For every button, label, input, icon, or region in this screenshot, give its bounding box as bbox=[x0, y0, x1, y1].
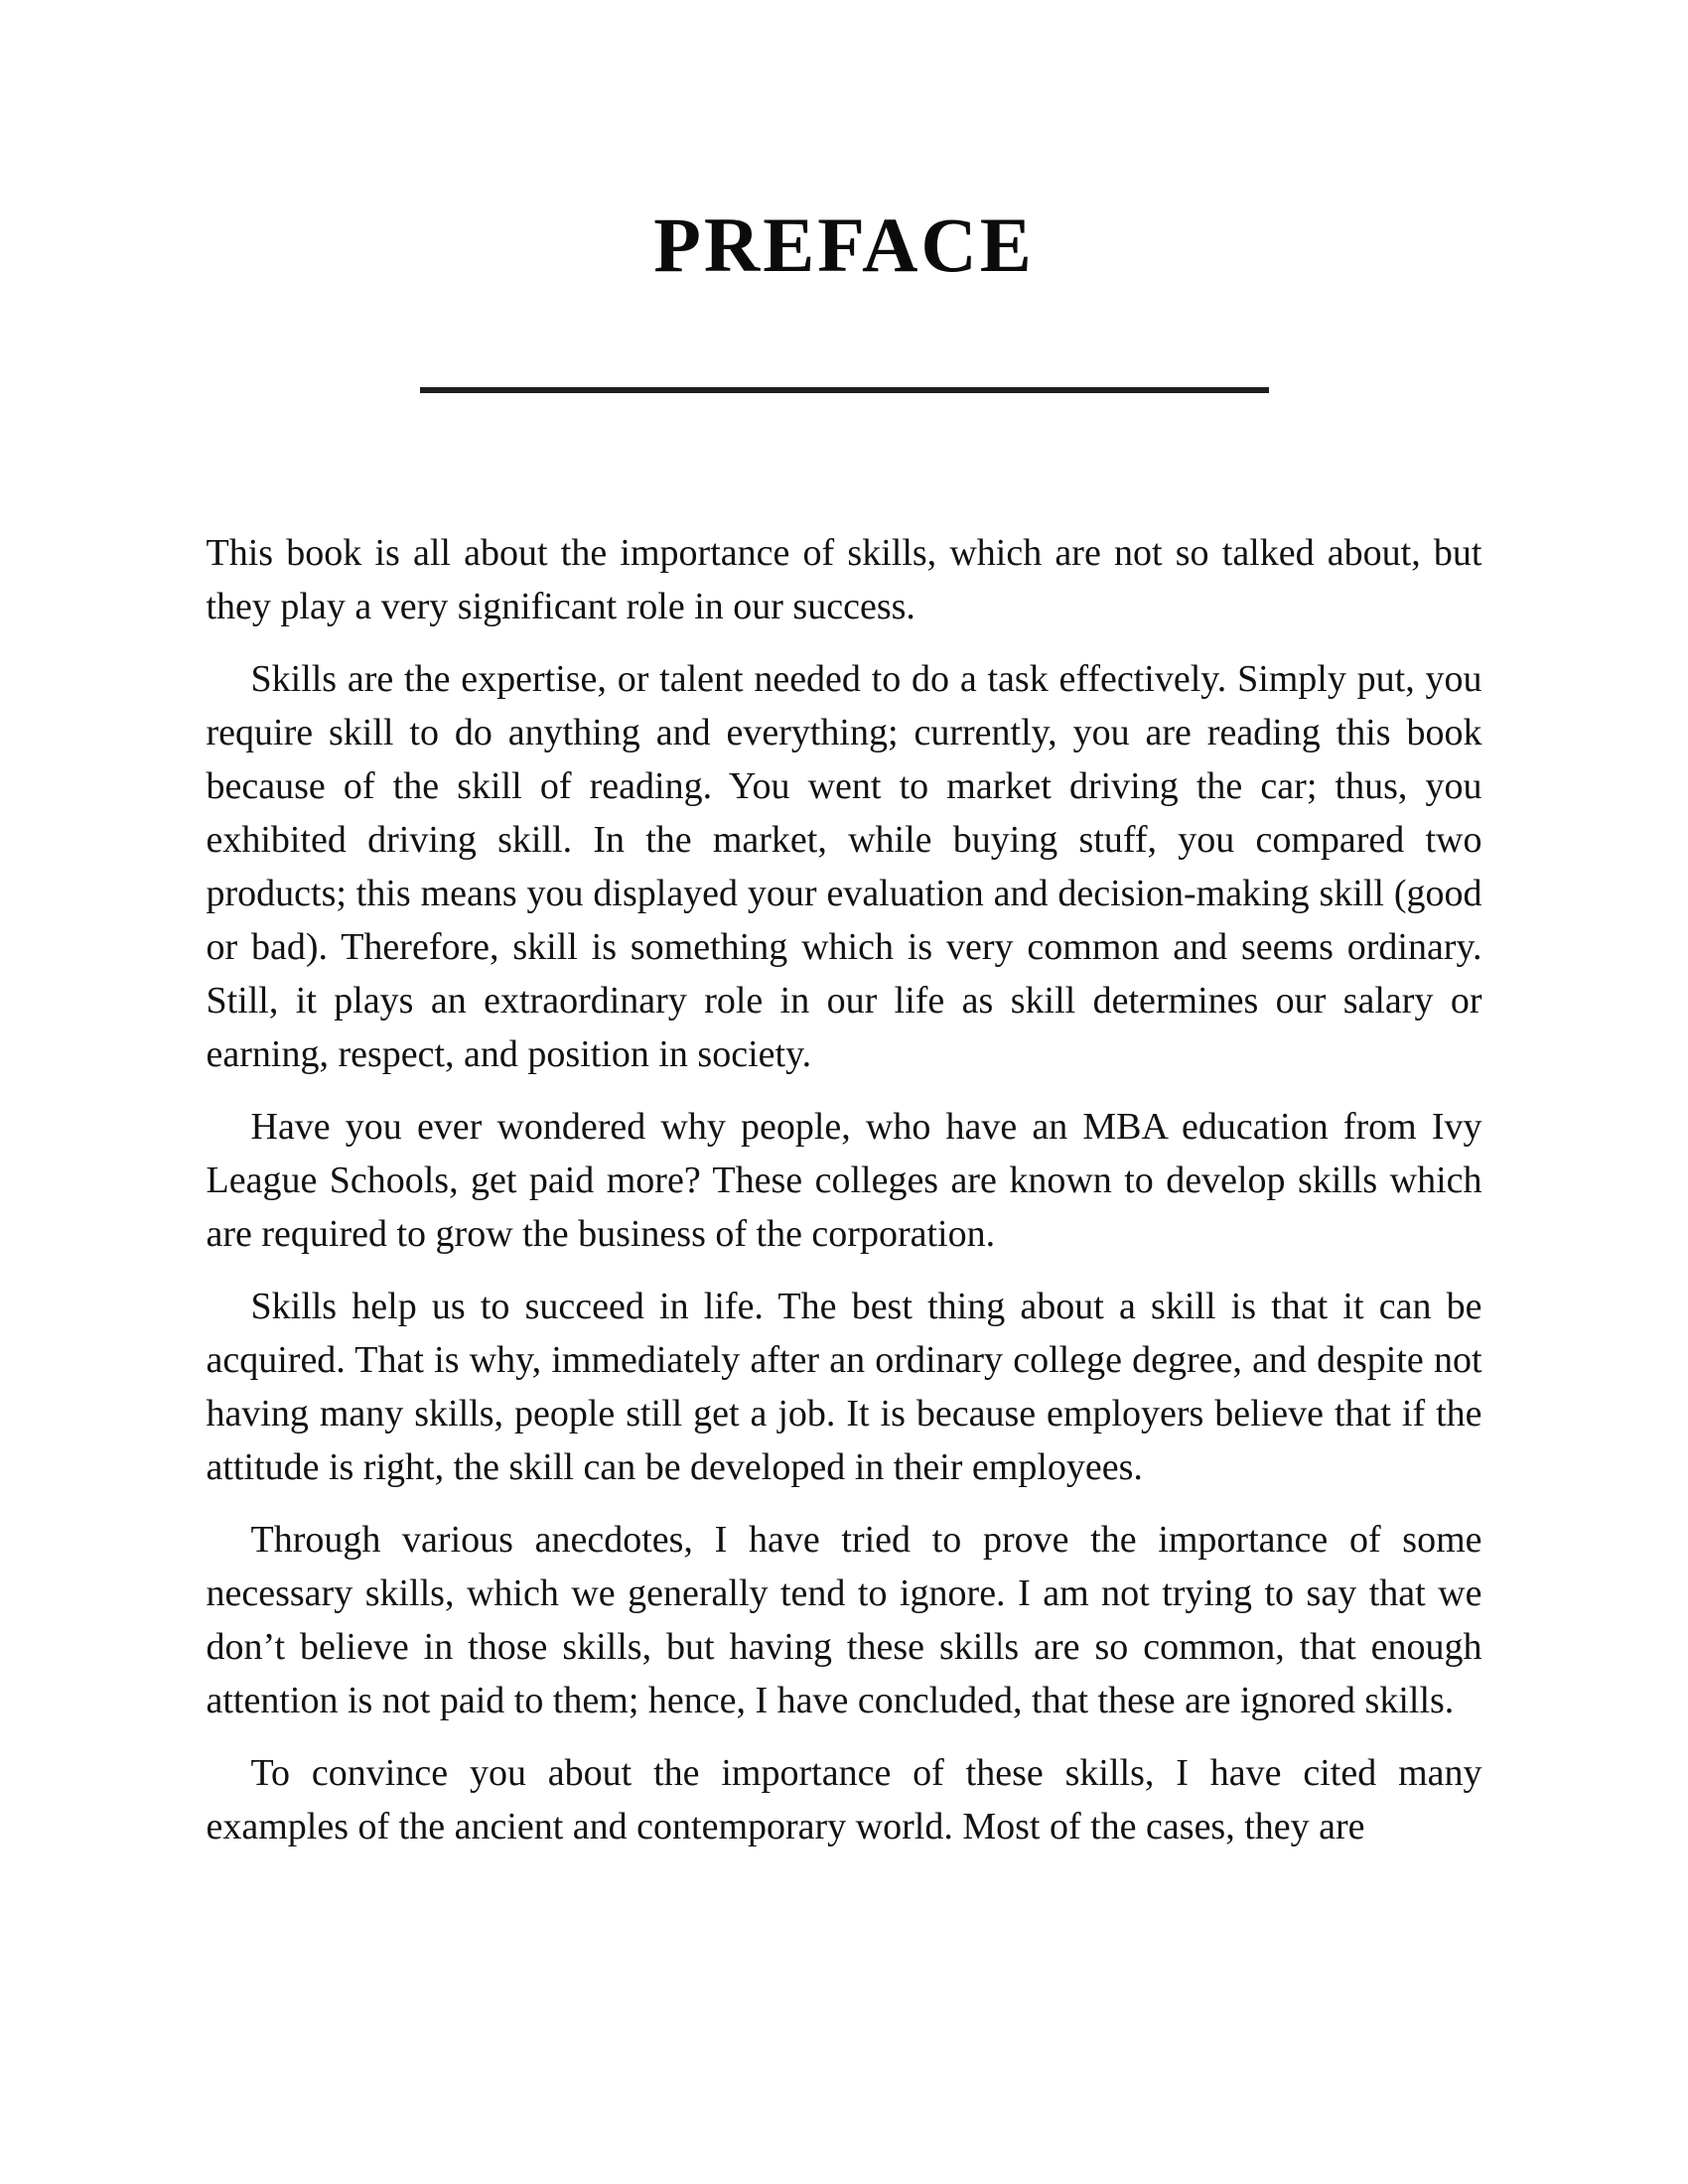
page-title: PREFACE bbox=[653, 202, 1035, 288]
paragraph-4: Skills help us to succeed in life. The best thing about a skill is that it can be acquired. That is why, immediately after an ordinary college degree, and despite not having many skills, people still get a job. It is because employers believe that if the attitude is right, the skill can be developed in their employees. bbox=[206, 1286, 1482, 1488]
paragraph-1: This book is all about the importance of skills, which are not so talked about, but they play a very significant role in our success. bbox=[206, 532, 1482, 627]
paragraph-2: Skills are the expertise, or talent needed to do a task effectively. Simply put, you require skill to do anything and everything; currently, you are reading this book because of the skill of reading. You went to market driving the car; thus, you exhibited driving skill. In the market, while buying stuff, you compared two products; this means you displayed your evaluation and decision-making skill (good or bad). Therefore, skill is something which is very common and seems ordinary. Still, it plays an extraordinary role in our life as skill determines our salary or earning, respect, and position in society. bbox=[206, 658, 1482, 1075]
title-divider bbox=[420, 387, 1269, 393]
body-text bbox=[207, 526, 1482, 1853]
paragraph-5: Through various anecdotes, I have tried to prove the importance of some necessary skills, which we generally tend to ignore. I am not trying to say that we don’t believe in those skills, but having these skills are so common, that enough attention is not paid to them; hence, I have concluded, that these are ignored skills. bbox=[206, 1519, 1482, 1721]
paragraph-6: To convince you about the importance of these skills, I have cited many examples of the ancient and contemporary world. Most of the cases, they are bbox=[206, 1752, 1482, 1847]
paragraph-3: Have you ever wondered why people, who have an MBA education from Ivy League Schools, get paid more? These colleges are known to develop skills which are required to grow the business of the corporation. bbox=[206, 1106, 1482, 1255]
